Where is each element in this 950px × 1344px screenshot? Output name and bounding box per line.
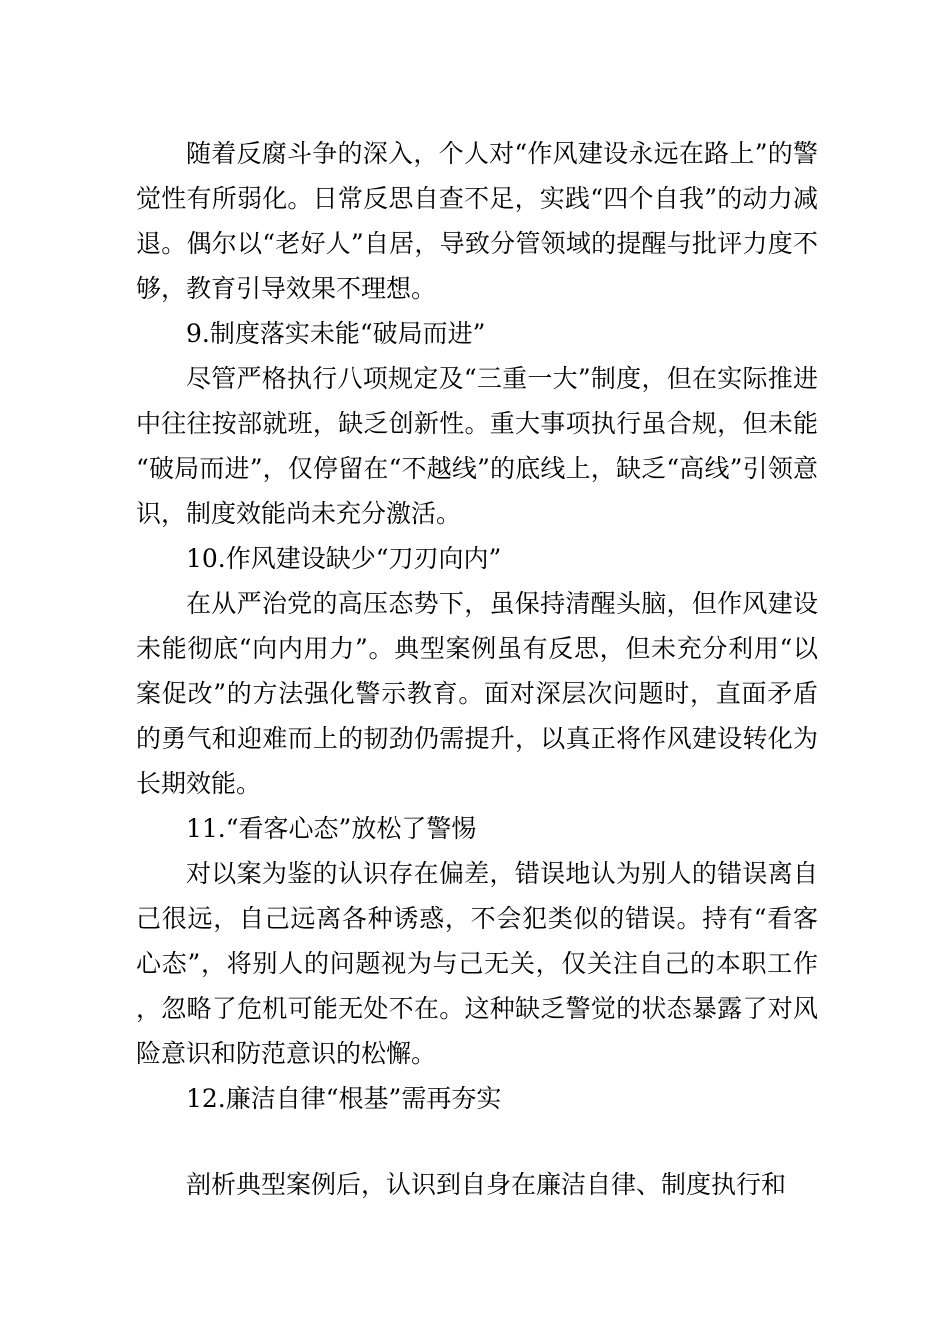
page-break-gap bbox=[136, 1121, 818, 1162]
paragraph-bystander-mentality: 对以案为鉴的认识存在偏差，错误地认为别人的错误离自己很远，自己远离各种诱惑，不会犯类似的错误。持有“看客心态”，将别人的问题视为与己无关，仅关注自己的本职工作，忽略了危机可能无处不在。这种缺乏警觉的状态暴露了对风险意识和防范意识的松懈。 bbox=[136, 859, 818, 1068]
paragraph-vigilance: 随着反腐斗争的深入，个人对“作风建设永远在路上”的警觉性有所弱化。日常反思自查不足，实践“四个自我”的动力减退。偶尔以“老好人”自居，导致分管领域的提醒与批评力度不够，教育引导效果不理想。 bbox=[136, 139, 818, 303]
paragraph-integrity-foundation: 剖析典型案例后，认识到自身在廉洁自律、制度执行和 bbox=[186, 1170, 787, 1199]
paragraph-work-style: 在从严治党的高压态势下，虽保持清醒头脑，但作风建设未能彻底“向内用力”。典型案例虽有反思，但未充分利用“以案促改”的方法强化警示教育。面对深层次问题时，直面矛盾的勇气和迎难而上的韧劲仍需提升，以真正将作风建设转化为长期效能。 bbox=[136, 589, 818, 798]
document-body bbox=[136, 131, 818, 1207]
heading-12-integrity-foundation: 12.廉洁自律“根基”需再夯实 bbox=[186, 1084, 502, 1113]
heading-10-work-style: 10.作风建设缺少“刀刃向内” bbox=[186, 544, 502, 573]
heading-11-bystander-mentality: 11.“看客心态”放松了警惕 bbox=[186, 814, 477, 843]
paragraph-system-implementation: 尽管严格执行八项规定及“三重一大”制度，但在实际推进中往往按部就班，缺乏创新性。重大事项执行虽合规，但未能“破局而进”，仅停留在“不越线”的底线上，缺乏“高线”引领意识，制度效能尚未充分激活。 bbox=[136, 364, 818, 528]
heading-9-system-implementation: 9.制度落实未能“破局而进” bbox=[186, 319, 486, 348]
